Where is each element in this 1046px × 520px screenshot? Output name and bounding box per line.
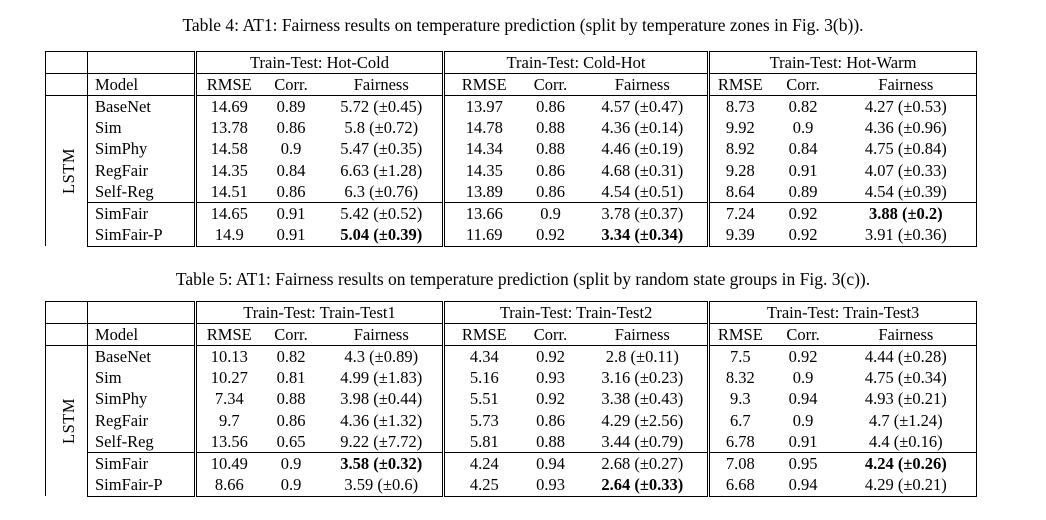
table-cell: 0.9: [792, 368, 814, 388]
table-cell: 14.9: [196, 225, 262, 247]
row-group-label: [46, 346, 88, 496]
table-4: [45, 51, 977, 247]
table-5-group-header: [46, 302, 977, 324]
table-cell: 13.56: [210, 431, 248, 451]
table-cell: 0.91: [788, 160, 818, 180]
table-cell: 8.73: [725, 96, 755, 116]
table-4-group-header: [46, 52, 977, 74]
table-cell: 2.64 (±0.33): [578, 475, 709, 497]
table-cell: 4.46 (±0.19): [578, 139, 709, 160]
table-cell: 9.92: [725, 118, 755, 138]
table-cell: 4.25: [444, 475, 524, 497]
table-cell: 0.93: [536, 368, 565, 388]
table-row: [46, 139, 977, 160]
table-cell: 14.35: [210, 160, 248, 180]
table-cell: 14.78: [465, 118, 503, 138]
table-row: [46, 181, 977, 203]
model-name-cell: SimFair: [88, 453, 196, 475]
column-header: Fairness: [578, 324, 709, 346]
table-cell: 4.07 (±0.33): [836, 160, 977, 181]
table-cell: 0.92: [771, 203, 836, 225]
model-name-cell: SimFair: [88, 203, 196, 225]
table-cell: 6.3 (±0.76): [321, 181, 444, 203]
table-cell: 4.44 (±0.28): [836, 346, 977, 368]
table-cell: 9.3: [730, 389, 751, 409]
table-row: [46, 431, 977, 453]
table-cell: 8.64: [725, 181, 755, 201]
table-cell: 6.78: [725, 431, 755, 451]
table-cell: 8.66: [196, 475, 262, 497]
table-cell: 5.51: [469, 389, 499, 409]
column-header: RMSE: [196, 74, 262, 96]
table-cell: 0.84: [788, 139, 818, 159]
model-name-cell: SimFair-P: [88, 225, 196, 247]
table-cell: 7.08: [709, 453, 771, 475]
table-5-column-header: [46, 324, 977, 346]
table-cell: 5.16: [469, 368, 499, 388]
column-header: RMSE: [444, 74, 524, 96]
table-cell: 3.59 (±0.6): [321, 475, 444, 497]
table-cell: 14.51: [210, 181, 248, 201]
table-row: [46, 368, 977, 389]
table-row: [46, 453, 977, 475]
table-cell: 0.9: [262, 475, 321, 497]
model-name-cell: SimPhy: [88, 139, 196, 160]
column-header: RMSE: [444, 324, 524, 346]
table-cell: 0.91: [262, 203, 321, 225]
table-cell: 0.95: [771, 453, 836, 475]
table-cell: 7.34: [214, 389, 244, 409]
table-cell: 4.68 (±0.31): [578, 160, 709, 181]
table-cell: 0.65: [276, 431, 306, 451]
group-header: Train-Test: Train-Test3: [709, 302, 977, 324]
table-cell: 0.94: [771, 475, 836, 497]
table-cell: 5.73: [469, 410, 499, 430]
table-cell: 4.57 (±0.47): [578, 96, 709, 118]
table-cell: 4.99 (±1.83): [321, 368, 444, 389]
table-cell: 9.28: [725, 160, 755, 180]
table-cell: 14.69: [210, 96, 248, 116]
model-name-cell: SimFair-P: [88, 475, 196, 497]
table-row: [46, 475, 977, 497]
group-header: Train-Test: Train-Test1: [196, 302, 444, 324]
table-cell: 4.75 (±0.34): [836, 368, 977, 389]
table-cell: 9.22 (±7.72): [321, 431, 444, 453]
table-cell: 0.86: [276, 410, 306, 430]
table-cell: 8.32: [725, 368, 755, 388]
table-cell: 14.58: [210, 139, 248, 159]
table-cell: 0.9: [262, 453, 321, 475]
table-cell: 4.54 (±0.51): [578, 181, 709, 203]
column-header: Corr.: [262, 74, 321, 96]
table-cell: 5.42 (±0.52): [321, 203, 444, 225]
model-name-cell: BaseNet: [88, 346, 196, 368]
table-row: [46, 96, 977, 118]
table-cell: 0.9: [792, 410, 814, 430]
group-header: Train-Test: Train-Test2: [444, 302, 709, 324]
table-cell: 5.72 (±0.45): [321, 96, 444, 118]
column-header: Corr.: [771, 324, 836, 346]
table-cell: 5.8 (±0.72): [321, 118, 444, 139]
table-cell: 6.63 (±1.28): [321, 160, 444, 181]
table-cell: 0.86: [276, 181, 306, 201]
column-header: RMSE: [709, 74, 771, 96]
table-cell: 4.24: [444, 453, 524, 475]
table-cell: 3.34 (±0.34): [578, 225, 709, 247]
table-cell: 3.44 (±0.79): [578, 431, 709, 453]
table-cell: 7.5: [730, 346, 751, 366]
table-row: [46, 346, 977, 368]
table-cell: 14.65: [196, 203, 262, 225]
table-cell: 13.78: [210, 118, 248, 138]
table-cell: 0.88: [536, 139, 565, 159]
column-header: Corr.: [771, 74, 836, 96]
table-cell: 0.82: [276, 346, 306, 366]
table-cell: 2.68 (±0.27): [578, 453, 709, 475]
table-cell: 0.81: [276, 368, 306, 388]
table-cell: 0.86: [276, 118, 306, 138]
table-cell: 0.92: [771, 225, 836, 247]
column-header: Corr.: [524, 324, 578, 346]
table-cell: 5.81: [469, 431, 499, 451]
table-cell: 4.36 (±0.96): [836, 118, 977, 139]
group-header: Train-Test: Hot-Cold: [196, 52, 444, 74]
table-row: [46, 389, 977, 410]
column-header: Fairness: [321, 324, 444, 346]
table-cell: 0.94: [524, 453, 578, 475]
table-cell: 4.75 (±0.84): [836, 139, 977, 160]
table-cell: 0.91: [788, 431, 818, 451]
table-cell: 0.84: [276, 160, 306, 180]
table-cell: 0.9: [524, 203, 578, 225]
table-cell: 0.91: [262, 225, 321, 247]
table-cell: 3.38 (±0.43): [578, 389, 709, 410]
table-cell: 4.7 (±1.24): [836, 410, 977, 431]
table-cell: 0.86: [536, 160, 565, 180]
column-header: Fairness: [836, 74, 977, 96]
column-header: Fairness: [578, 74, 709, 96]
table-cell: 0.88: [536, 431, 565, 451]
column-header: Model: [88, 74, 196, 96]
table-cell: 0.86: [536, 410, 565, 430]
model-name-cell: RegFair: [88, 160, 196, 181]
table-cell: 3.98 (±0.44): [321, 389, 444, 410]
column-header: Corr.: [524, 74, 578, 96]
table-cell: 10.13: [210, 346, 248, 366]
table-cell: 9.39: [709, 225, 771, 247]
table-row: [46, 203, 977, 225]
table-cell: 4.54 (±0.39): [836, 181, 977, 203]
model-name-cell: RegFair: [88, 410, 196, 431]
group-header: Train-Test: Cold-Hot: [444, 52, 709, 74]
table-cell: 0.92: [524, 225, 578, 247]
row-group-label: [46, 96, 88, 246]
table-cell: 4.3 (±0.89): [321, 346, 444, 368]
group-header: Train-Test: Hot-Warm: [709, 52, 977, 74]
column-header: Fairness: [321, 74, 444, 96]
column-header: RMSE: [709, 324, 771, 346]
table-row: [46, 410, 977, 431]
table-cell: 4.4 (±0.16): [836, 431, 977, 453]
table-cell: 0.92: [788, 346, 818, 366]
lstm-label: LSTM: [59, 148, 79, 195]
table-cell: 0.9: [792, 118, 814, 138]
table-cell: 11.69: [444, 225, 524, 247]
table-cell: 0.86: [536, 181, 565, 201]
table-cell: 6.68: [709, 475, 771, 497]
table-cell: 9.7: [218, 410, 240, 430]
lstm-label: LSTM: [59, 398, 79, 445]
table-cell: 3.58 (±0.32): [321, 453, 444, 475]
model-name-cell: Self-Reg: [88, 181, 196, 203]
model-name-cell: BaseNet: [88, 96, 196, 118]
table-cell: 2.8 (±0.11): [578, 346, 709, 368]
table-cell: 0.93: [524, 475, 578, 497]
column-header: Corr.: [262, 324, 321, 346]
table-cell: 3.78 (±0.37): [578, 203, 709, 225]
table-cell: 14.34: [465, 139, 503, 159]
table-cell: 4.29 (±2.56): [578, 410, 709, 431]
table-cell: 13.89: [465, 181, 503, 201]
table-4-column-header: [46, 74, 977, 96]
table-cell: 13.66: [444, 203, 524, 225]
table-cell: 6.7: [730, 410, 751, 430]
model-name-cell: Self-Reg: [88, 431, 196, 453]
table-cell: 4.29 (±0.21): [836, 475, 977, 497]
table-cell: 14.35: [465, 160, 503, 180]
table-cell: 7.24: [709, 203, 771, 225]
model-name-cell: Sim: [88, 118, 196, 139]
table-cell: 4.93 (±0.21): [836, 389, 977, 410]
table-cell: 13.97: [465, 96, 503, 116]
model-name-cell: SimPhy: [88, 389, 196, 410]
table-cell: 5.47 (±0.35): [321, 139, 444, 160]
table-cell: 3.88 (±0.2): [836, 203, 977, 225]
table-cell: 0.89: [788, 181, 818, 201]
column-header: RMSE: [196, 324, 262, 346]
table-cell: 3.91 (±0.36): [836, 225, 977, 247]
table-cell: 4.24 (±0.26): [836, 453, 977, 475]
table-cell: 10.27: [210, 368, 248, 388]
table-cell: 0.86: [536, 96, 565, 116]
table-row: [46, 118, 977, 139]
table-row: [46, 225, 977, 247]
model-name-cell: Sim: [88, 368, 196, 389]
table-cell: 0.88: [276, 389, 306, 409]
table-5: [45, 301, 977, 497]
table-cell: 0.94: [788, 389, 818, 409]
table-cell: 4.36 (±1.32): [321, 410, 444, 431]
table-cell: 0.92: [536, 389, 565, 409]
table-cell: 4.36 (±0.14): [578, 118, 709, 139]
column-header: Fairness: [836, 324, 977, 346]
table-cell: 0.92: [536, 346, 565, 366]
table-cell: 5.04 (±0.39): [321, 225, 444, 247]
table-cell: 0.89: [276, 96, 306, 116]
table-5-caption: Table 5: AT1: Fairness results on temperature prediction (split by random state groups in Fig. 3(c)).: [175, 269, 871, 289]
table-cell: 3.16 (±0.23): [578, 368, 709, 389]
table-cell: 8.92: [725, 139, 755, 159]
column-header: Model: [88, 324, 196, 346]
table-cell: 0.88: [536, 118, 565, 138]
table-cell: 0.9: [280, 139, 302, 159]
table-row: [46, 160, 977, 181]
table-cell: 4.27 (±0.53): [836, 96, 977, 118]
table-cell: 10.49: [196, 453, 262, 475]
table-cell: 4.34: [469, 346, 499, 366]
table-4-caption: Table 4: AT1: Fairness results on temperature prediction (split by temperature zones in Fig. 3(b)).: [182, 15, 864, 35]
table-cell: 0.82: [788, 96, 818, 116]
